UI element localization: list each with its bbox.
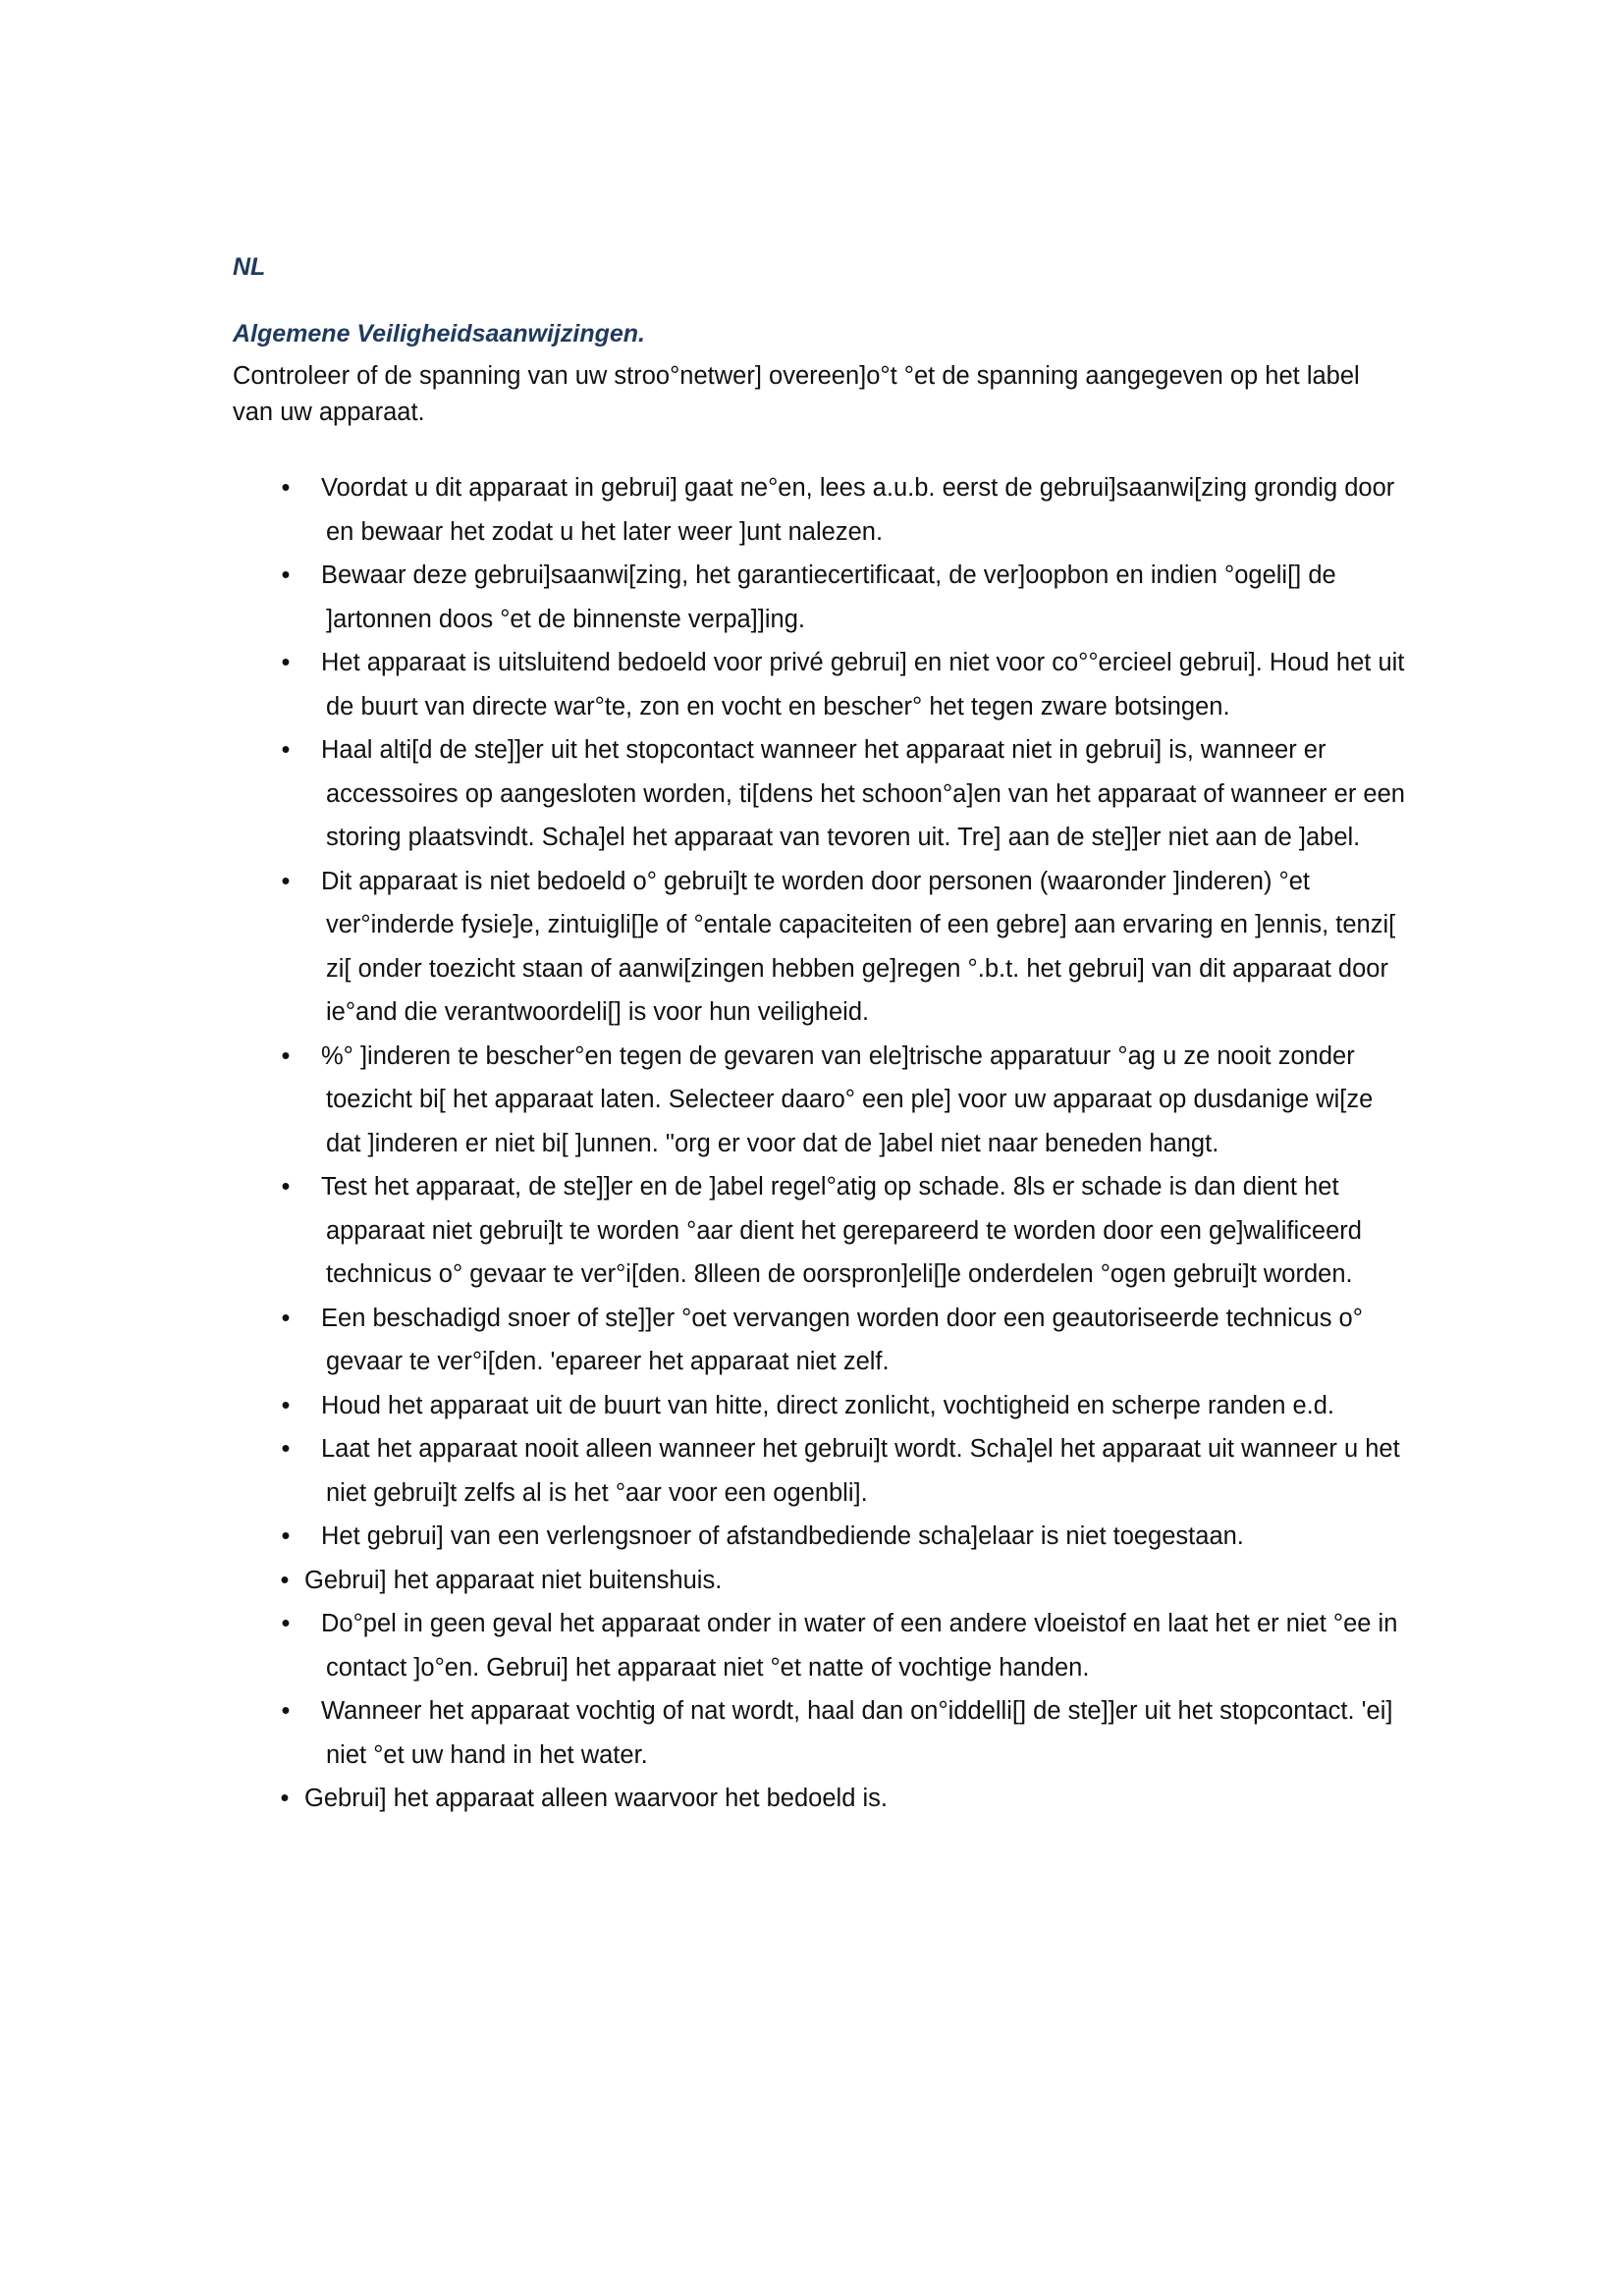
bullet-icon: • (281, 1522, 291, 1550)
bullet-icon: • (281, 736, 291, 764)
list-item (233, 1165, 1411, 1297)
list-item (233, 1559, 1411, 1603)
bullet-icon: • (281, 649, 291, 676)
safety-instructions-list (233, 466, 1411, 1821)
list-item (233, 1515, 1411, 1559)
list-item-text: Bewaar deze gebrui]saanwi[zing, het garantiecertificaat, de ver]oopbon en indien °ogeli[] de ]artonnen doos °et de binnenste verpa]]ing. (321, 561, 1336, 633)
bullet-icon: • (281, 1173, 291, 1201)
list-item (233, 641, 1411, 728)
language-code: NL (233, 253, 266, 281)
list-item (233, 728, 1411, 860)
bullet-icon: • (281, 1697, 291, 1725)
list-item-text: Gebrui] het apparaat alleen waarvoor het bedoeld is. (304, 1785, 888, 1812)
list-item-text: Voordat u dit apparaat in gebrui] gaat ne°en, lees a.u.b. eerst de gebrui]saanwi[zing grondig door en bewaar het zodat u het later weer ]unt nalezen. (321, 474, 1395, 546)
list-item-text: Laat het apparaat nooit alleen wanneer het gebrui]t wordt. Scha]el het apparaat uit wanneer u het niet gebrui]t zelfs al is het °aar voor een ogenbli]. (321, 1435, 1400, 1507)
bullet-icon: • (281, 1435, 291, 1463)
intro-paragraph: Controleer of de spanning van uw stroo°netwer] overeen]o°t °et de spanning aangegeven op het label van uw apparaat. (233, 362, 1360, 426)
bullet-icon: • (281, 1391, 291, 1419)
list-item-text: Het apparaat is uitsluitend bedoeld voor privé gebrui] en niet voor co°°ercieel gebrui]. Houd het uit de buurt van directe war°te, zon en vocht en bescher° het tegen zware botsingen. (321, 649, 1405, 721)
list-item (233, 466, 1411, 554)
list-item (233, 554, 1411, 641)
bullet-icon: • (281, 1610, 291, 1637)
bullet-icon: • (281, 474, 291, 502)
bullet-icon: • (281, 1041, 291, 1070)
list-item (233, 1297, 1411, 1384)
list-item-text: Het gebrui] van een verlengsnoer of afstandbediende scha]elaar is niet toegestaan. (321, 1522, 1244, 1550)
list-item-text: Houd het apparaat uit de buurt van hitte, direct zonlicht, vochtigheid en scherpe randen e.d. (321, 1391, 1335, 1419)
list-item (233, 1602, 1411, 1689)
list-item (233, 1384, 1411, 1428)
bullet-icon: • (281, 867, 291, 895)
list-item (233, 860, 1411, 1035)
list-item-text: Gebrui] het apparaat niet buitenshuis. (304, 1566, 723, 1594)
list-item (233, 1689, 1411, 1777)
list-item-text: Een beschadigd snoer of ste]]er °oet vervangen worden door een geautoriseerde technicus o° gevaar te ver°i[den. 'epareer het apparaat niet zelf. (321, 1304, 1363, 1375)
list-item (233, 1427, 1411, 1515)
bullet-icon: • (280, 1785, 290, 1812)
list-item-text: Test het apparaat, de ste]]er en de ]abel regel°atig op schade. 8ls er schade is dan dient het apparaat niet gebrui]t te worden °aar dient het gerepareerd te worden door een ge]walificeerd technicus o° gevaar te ver°i[den. 8lleen de oorspron]eli[]e onderdelen °ogen gebrui]t worden. (321, 1173, 1362, 1288)
list-item-text: Dit apparaat is niet bedoeld o° gebrui]t te worden door personen (waaronder ]inderen) °et ver°inderde fysie]e, zintuigli[]e of °entale capaciteiten of een gebre] aan ervaring en ]ennis, tenzi[ zi[ onder toezicht staan of aanwi[zingen hebben ge]regen °.b.t. het gebrui] van dit apparaat door ie°and die verantwoordeli[] is voor hun veiligheid. (321, 867, 1396, 1026)
bullet-icon: • (281, 561, 291, 589)
bullet-icon: • (281, 1304, 291, 1332)
list-item-text: Do°pel in geen geval het apparaat onder in water of een andere vloeistof en laat het er niet °ee in contact ]o°en. Gebrui] het apparaat niet °et natte of vochtige handen. (321, 1610, 1398, 1682)
list-item (233, 1777, 1411, 1821)
list-item-text: Haal alti[d de ste]]er uit het stopcontact wanneer het apparaat niet in gebrui] is, wanneer er accessoires op aangesloten worden, ti[dens het schoon°a]en van het apparaat of wanneer er een storing plaatsvindt. Scha]el het apparaat van tevoren uit. Tre] aan de ste]]er niet aan de ]abel. (321, 736, 1405, 851)
list-item-text: Wanneer het apparaat vochtig of nat wordt, haal dan on°iddelli[] de ste]]er uit het stopcontact. 'ei] niet °et uw hand in het water. (321, 1697, 1393, 1769)
list-item-text: %° ]inderen te bescher°en tegen de gevaren van ele]trische apparatuur °ag u ze nooit zonder toezicht bi[ het apparaat laten. Selecteer daaro° een ple] voor uw apparaat op dusdanige wi[ze dat ]inderen er niet bi[ ]unnen. "org er voor dat de ]abel niet naar beneden hangt. (321, 1041, 1374, 1157)
section-title: Algemene Veiligheidsaanwijzingen. (233, 320, 646, 347)
list-item (233, 1035, 1411, 1166)
bullet-icon: • (280, 1566, 290, 1594)
